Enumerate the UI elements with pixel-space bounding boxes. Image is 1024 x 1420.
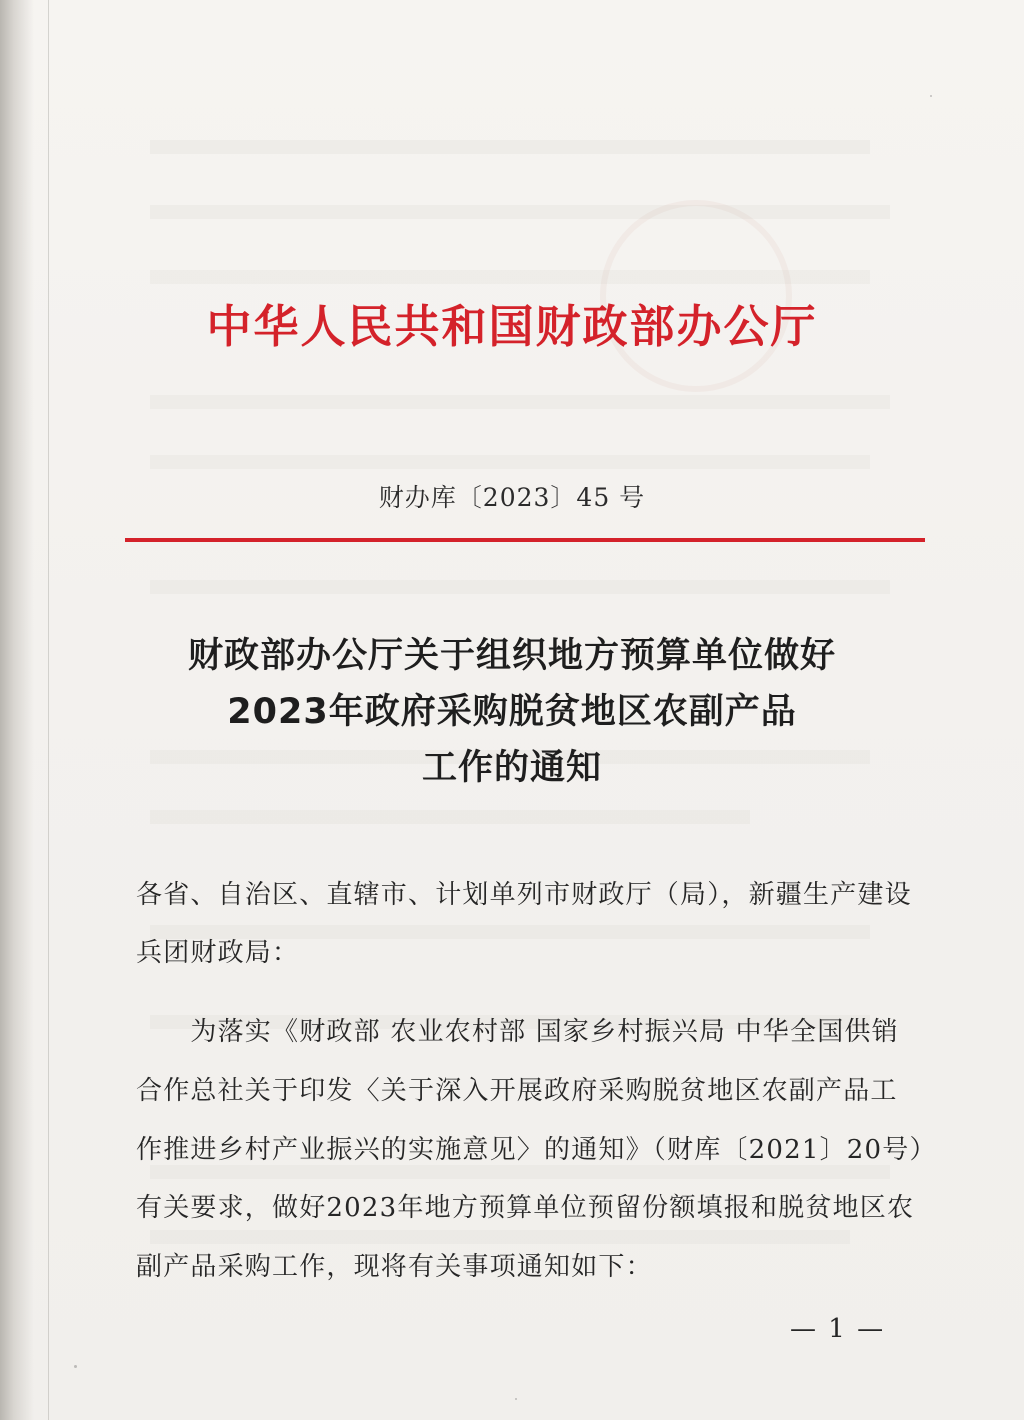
title-line: 工作的通知 [421, 748, 602, 788]
body-line: 为落实《财政部 农业农村部 国家乡村振兴局 中华全国供销 [136, 1017, 899, 1047]
body-line: 有关要求，做好2023年地方预算单位预留份额填报和脱贫地区农 [136, 1193, 915, 1223]
body-line: 各省、自治区、直辖市、计划单列市财政厅（局），新疆生产建设 [136, 880, 912, 910]
document-number: 财办库〔2023〕45 号 [378, 483, 646, 512]
bleed-through-line [150, 455, 870, 469]
issuing-office-header: 中华人民共和国财政部办公厅 [206, 300, 818, 353]
bleed-through-line [150, 205, 890, 219]
scan-speck [930, 95, 932, 97]
bleed-through-line [150, 270, 870, 284]
bleed-through-line [150, 395, 890, 409]
page-number: — 1 — [790, 1314, 886, 1344]
bleed-through-line [150, 810, 750, 824]
notice-title [0, 628, 1024, 796]
bleed-through-line [150, 1230, 850, 1244]
scan-speck [74, 1365, 77, 1368]
title-line: 2023年政府采购脱贫地区农副产品 [227, 692, 797, 732]
body-line: 副产品采购工作，现将有关事项通知如下： [136, 1252, 653, 1282]
body-line: 兵团财政局： [136, 938, 300, 968]
bleed-through-line [150, 140, 870, 154]
title-line: 财政部办公厅关于组织地方预算单位做好 [187, 636, 836, 676]
red-separator-rule [125, 538, 925, 542]
bleed-through-line [150, 1165, 890, 1179]
body-line: 合作总社关于印发〈关于深入开展政府采购脱贫地区农副产品工 [136, 1076, 898, 1106]
scan-speck [515, 1398, 517, 1400]
body-line: 作推进乡村产业振兴的实施意见〉的通知》（财库〔2021〕20号） [136, 1135, 937, 1165]
bleed-through-line [150, 580, 890, 594]
